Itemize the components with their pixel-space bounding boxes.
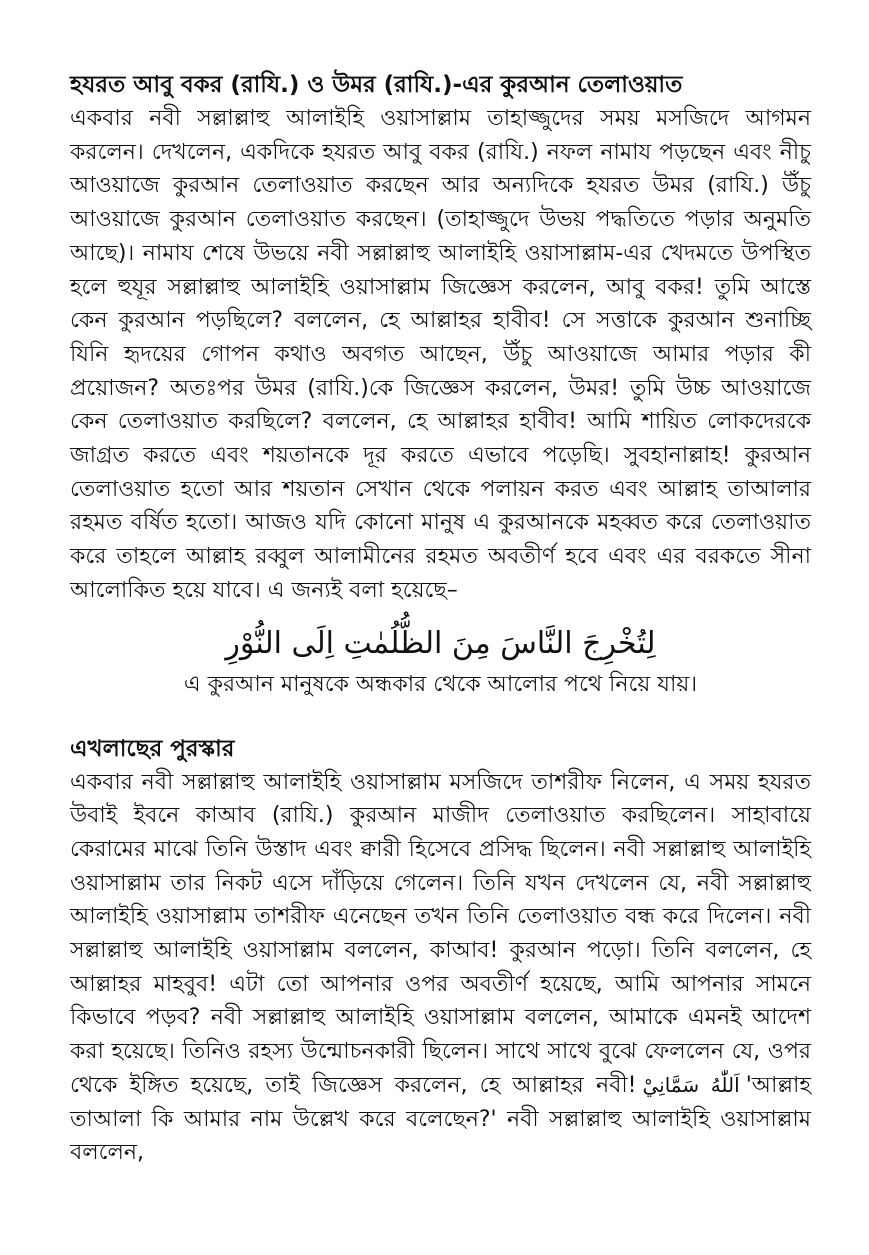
section-gap: [70, 702, 811, 732]
section-paragraph-ikhlas: [70, 766, 811, 1170]
section-heading-recitation: হযরত আবু বকর (রাযি.) ও উমর (রাযি.)-এর কুরআন তেলাওয়াত: [70, 72, 683, 98]
verse-translation: এ কুরআন মানুষকে অন্ধকার থেকে আলোর পথে নিয়ে যায়।: [183, 671, 698, 697]
paragraph-text-before: একবার নবী সল্লাল্লাহু আলাইহি ওয়াসাল্লাম মসজিদে তাশরীফ নিলেন, এ সময় হযরত উবাই ইবনে কাআব (রাযি.) কুরআন মাজীদ তেলাওয়াত করছিলেন। সাহাবায়ে কেরামের মাঝে তিনি উস্তাদ এবং ক্বারী হিসেবে প্রসিদ্ধ ছিলেন। নবী সল্লাল্লাহু আলাইহি ওয়াসাল্লাম তার নিকট এসে দাঁড়িয়ে গেলেন। তিনি যখন দেখলেন যে, নবী সল্লাল্লাহু আলাইহি ওয়াসাল্লাম তাশরীফ এনেছেন তখন তিনি তেলাওয়াত বন্ধ করে দিলেন। নবী সল্লাল্লাহু আলাইহি ওয়াসাল্লাম বললেন, কাআব! কুরআন পড়ো। তিনি বললেন, হে আল্লাহর মাহবুব! এটা তো আপনার ওপর অবতীর্ণ হয়েছে, আমি আপনার সামনে কিভাবে পড়ব? নবী সল্লাল্লাহু আলাইহি ওয়াসাল্লাম বললেন, আমাকে এমনই আদেশ করা হয়েছে। তিনিও রহস্য উন্মোচনকারী ছিলেন। সাথে সাথে বুঝে ফেললেন যে, ওপর থেকে ইঙ্গিত হয়েছে, তাই জিজ্ঞেস করলেন, হে আল্লাহর নবী!: [70, 769, 811, 1098]
inline-arabic-phrase: اَللّٰهُ سَمَّانِيْ: [642, 1072, 740, 1097]
paragraph-text-after: 'আল্লাহ তাআলা কি আমার নাম উল্লেখ করে বলেছেন?' নবী সল্লাল্লাহু আলাইহি ওয়াসাল্লাম বললেন,: [70, 1072, 811, 1166]
section-paragraph-recitation: একবার নবী সল্লাল্লাহু আলাইহি ওয়াসাল্লাম তাহাজ্জুদের সময় মসজিদে আগমন করলেন। দেখলেন, একদিকে হযরত আবু বকর (রাযি.) নফল নামায পড়ছেন এবং নীচু আওয়াজে কুরআন তেলাওয়াত করছেন আর অন্যদিকে হযরত উমর (রাযি.) উঁচু আওয়াজে কুরআন তেলাওয়াত করছেন। (তাহাজ্জুদে উভয় পদ্ধতিতে পড়ার অনুমতি আছে)। নামায শেষে উভয়ে নবী সল্লাল্লাহু আলাইহি ওয়াসাল্লাম-এর খেদমতে উপস্থিত হলে হুযূর সল্লাল্লাহু আলাইহি ওয়াসাল্লাম জিজ্ঞেস করলেন, আবু বকর! তুমি আস্তে কেন কুরআন পড়ছিলে? বললেন, হে আল্লাহর হাবীব! সে সত্তাকে কুরআন শুনাচ্ছি যিনি হৃদয়ের গোপন কথাও অবগত আছেন, উঁচু আওয়াজে আমার পড়ার কী প্রয়োজন? অতঃপর উমর (রাযি.)কে জিজ্ঞেস করলেন, উমর! তুমি উচ্চ আওয়াজে কেন তেলাওয়াত করছিলে? বললেন, হে আল্লাহর হাবীব! আমি শায়িত লোকদেরকে জাগ্রত করতে এবং শয়তানকে দূর করতে এভাবে পড়েছি। সুবহানাল্লাহ! কুরআন তেলাওয়াত হতো আর শয়তান সেখান থেকে পলায়ন করত এবং আল্লাহ তাআলার রহমত বর্ষিত হতো। আজও যদি কোনো মানুষ এ কুরআনকে মহব্বত করে তেলাওয়াত করে তাহলে আল্লাহ রব্বুল আলামীনের রহমত অবতীর্ণ হবে এবং এর বরকতে সীনা আলোকিত হয়ে যাবে। এ জন্যই বলা হয়েছে–: [70, 106, 811, 603]
section-heading-ikhlas: এখলাছের পুরস্কার: [70, 735, 235, 762]
quran-verse: لِتُخْرِجَ النَّاسَ مِنَ الظُّلُمٰتِ اِلَى النُّوْرِ: [225, 625, 656, 661]
